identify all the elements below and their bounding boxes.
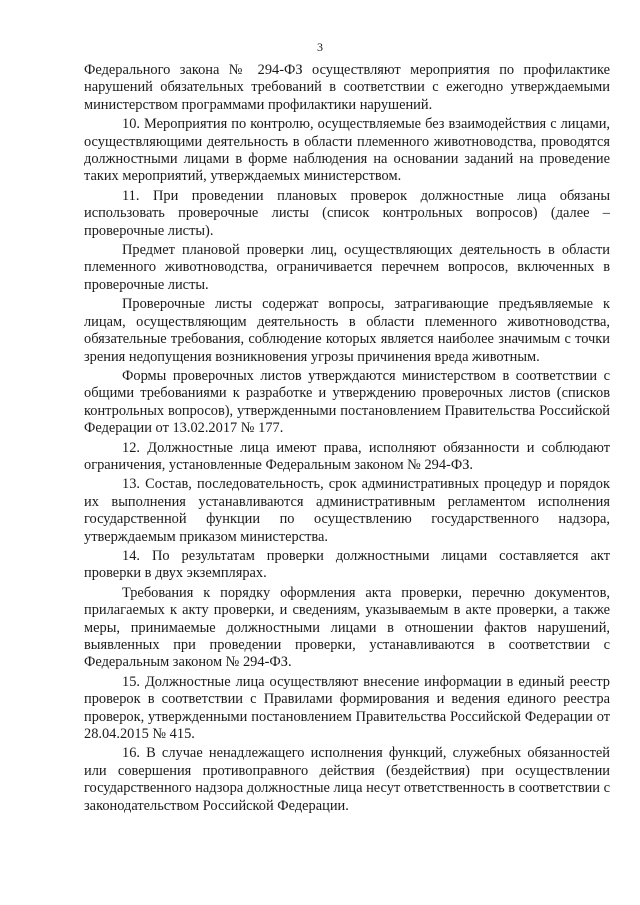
paragraph-checklist-content: Проверочные листы содержат вопросы, затрагивающие предъявляемые к лицам, осуществляющим деятельность в области племенного животноводства, обязательные требования, соблюдение которых является наиболее значимым с точки зрения недопущения возникновения угрозы причинения вреда животным. (84, 296, 610, 365)
paragraph-checklist-forms: Формы проверочных листов утверждаются министерством в соответствии с общими требованиями к разработке и утверждению проверочных листов (списков контрольных вопросов), утвержденными постановлением Правительства Российской Федерации от 13.02.2017 № 177. (84, 367, 610, 437)
paragraph-item-15: 15. Должностные лица осуществляют внесение информации в единый реестр проверок в соответствии с Правилами формирования и ведения единого реестра проверок, утвержденными постановлением Правительства Российской Федерации от 28.04.2015 № 415. (84, 673, 610, 743)
paragraph-item-12: 12. Должностные лица имеют права, исполняют обязанности и соблюдают ограничения, установленные Федеральным законом № 294-ФЗ. (84, 439, 610, 473)
paragraph-item-11: 11. При проведении плановых проверок должностные лица обязаны использовать проверочные листы (список контрольных вопросов) (далее – проверочные листы). (84, 187, 610, 239)
paragraph-item-16: 16. В случае ненадлежащего исполнения функций, служебных обязанностей или совершения противоправного действия (бездействия) при осуществлении государственного надзора должностные лица несут ответственность в соответствии с законодательством Российской Федерации. (84, 745, 610, 814)
paragraph-continuation: Федерального закона № 294-ФЗ осуществляют мероприятия по профилактике нарушений обязательных требований в соответствии с ежегодно утверждаемыми министерством программами профилактики нарушений. (84, 62, 610, 113)
document-body (84, 62, 610, 815)
paragraph-inspection-subject: Предмет плановой проверки лиц, осуществляющих деятельность в области племенного животноводства, ограничивается перечнем вопросов, включенных в проверочные листы. (84, 242, 610, 293)
paragraph-act-requirements: Требования к порядку оформления акта проверки, перечню документов, прилагаемых к акту проверки, и сведениям, указываемым в акте проверки, а также меры, принимаемые должностными лицами в отношении фактов нарушений, выявленных при проведении проверки, устанавливаются в соответствии с Федеральным законом № 294-ФЗ. (84, 584, 610, 671)
paragraph-item-14: 14. По результатам проверки должностными лицами составляется акт проверки в двух экземплярах. (84, 547, 610, 582)
page-number: 3 (317, 40, 323, 54)
paragraph-item-13: 13. Состав, последовательность, срок административных процедур и порядок их выполнения устанавливаются административным регламентом исполнения государственной функции по осуществлению государственного надзора, утверждаемым приказом министерства. (84, 476, 610, 545)
paragraph-item-10: 10. Мероприятия по контролю, осуществляемые без взаимодействия с лицами, осуществляющими деятельность в области племенного животноводства, проводятся должностными лицами в форме наблюдения на основании заданий на проведение таких мероприятий, утверждаемых министерством. (84, 116, 610, 185)
